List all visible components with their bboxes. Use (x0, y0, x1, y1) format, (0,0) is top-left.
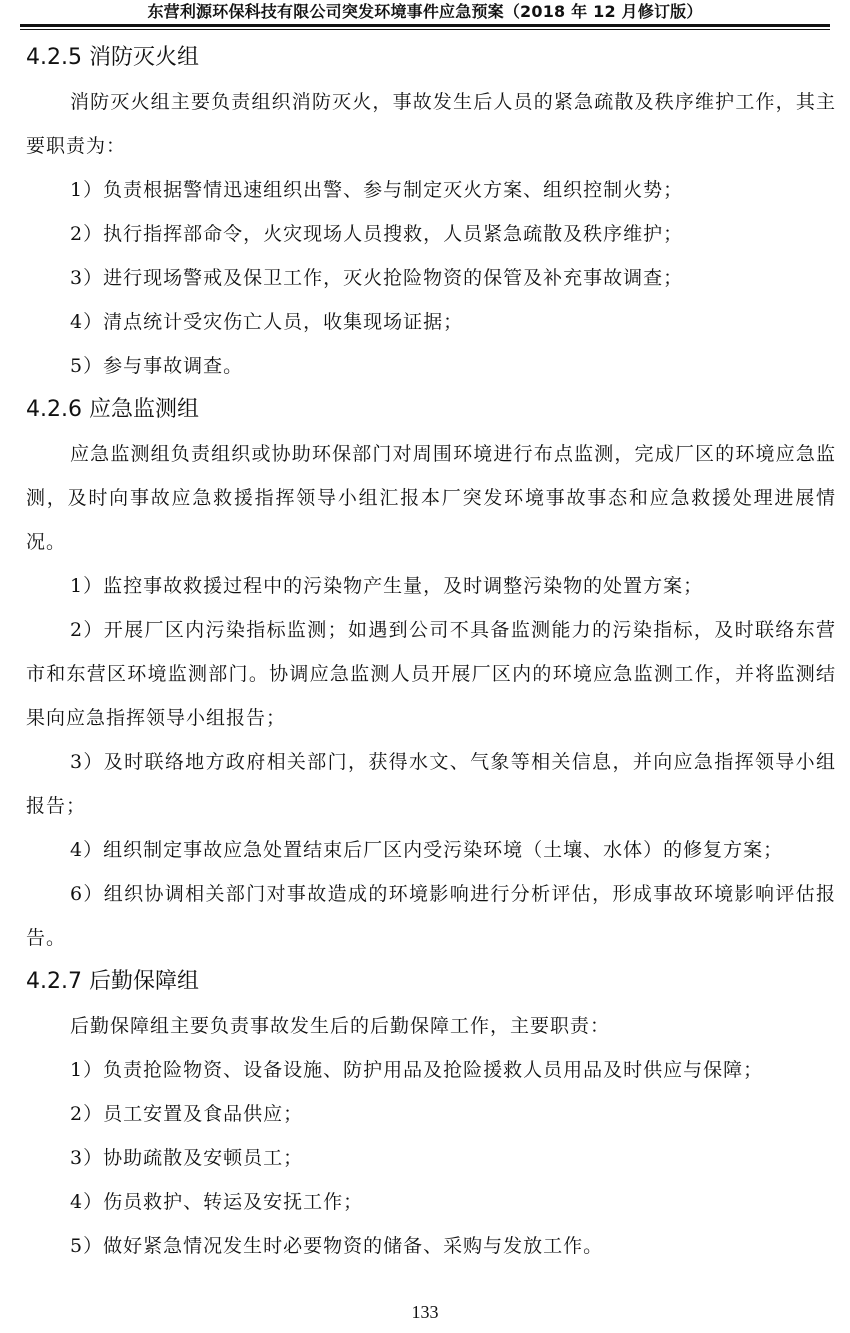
section-logistics-support-group (26, 960, 836, 1268)
document-body (26, 36, 836, 1268)
duty-item: 5）做好紧急情况发生时必要物资的储备、采购与发放工作。 (70, 1235, 604, 1257)
duty-item: 1）监控事故救援过程中的污染物产生量，及时调整污染物的处置方案； (70, 575, 704, 597)
duty-item: 4）组织制定事故应急处置结束后厂区内受污染环境（土壤、水体）的修复方案； (70, 839, 784, 861)
duty-item: 4）清点统计受灾伤亡人员，收集现场证据； (70, 311, 464, 333)
header-rule-thick (20, 24, 830, 27)
section-intro: 后勤保障组主要负责事故发生后的后勤保障工作，主要职责： (70, 1015, 611, 1037)
duty-item: 2）员工安置及食品供应； (70, 1103, 304, 1125)
duty-item: 5）参与事故调查。 (70, 355, 244, 377)
section-heading: 4.2.5 消防灭火组 (26, 45, 199, 70)
duty-item: 3）及时联络地方政府相关部门，获得水文、气象等相关信息，并向应急指挥领导小组报告； (26, 751, 836, 817)
duty-item: 6）组织协调相关部门对事故造成的环境影响进行分析评估，形成事故环境影响评估报告。 (26, 883, 836, 949)
duty-item: 2）开展厂区内污染指标监测；如遇到公司不具备监测能力的污染指标，及时联络东营市和东营区环境监测部门。协调应急监测人员开展厂区内的环境应急监测工作，并将监测结果向应急指挥领导小组报告； (26, 619, 836, 729)
header-rule-thin (20, 29, 830, 30)
page-number: 133 (411, 1302, 439, 1322)
duty-item: 3）进行现场警戒及保卫工作，灭火抢险物资的保管及补充事故调查； (70, 267, 684, 289)
section-firefighting-group (26, 36, 836, 388)
duty-item: 1）负责根据警情迅速组织出警、参与制定灭火方案、组织控制火势； (70, 179, 684, 201)
duty-item: 3）协助疏散及安顿员工； (70, 1147, 304, 1169)
duty-item: 4）伤员救护、转运及安抚工作； (70, 1191, 364, 1213)
duty-item: 1）负责抢险物资、设备设施、防护用品及抢险援救人员用品及时供应与保障； (70, 1059, 764, 1081)
running-header: 东营利源环保科技有限公司突发环境事件应急预案（2018 年 12 月修订版） (147, 2, 703, 21)
section-heading: 4.2.7 后勤保障组 (26, 969, 199, 994)
duty-item: 2）执行指挥部命令，火灾现场人员搜救，人员紧急疏散及秩序维护； (70, 223, 684, 245)
section-intro: 应急监测组负责组织或协助环保部门对周围环境进行布点监测，完成厂区的环境应急监测，及时向事故应急救援指挥领导小组汇报本厂突发环境事故事态和应急救援处理进展情况。 (26, 443, 836, 553)
section-emergency-monitoring-group (26, 388, 836, 960)
section-heading: 4.2.6 应急监测组 (26, 397, 199, 422)
section-intro: 消防灭火组主要负责组织消防灭火，事故发生后人员的紧急疏散及秩序维护工作，其主要职责为： (26, 91, 836, 157)
